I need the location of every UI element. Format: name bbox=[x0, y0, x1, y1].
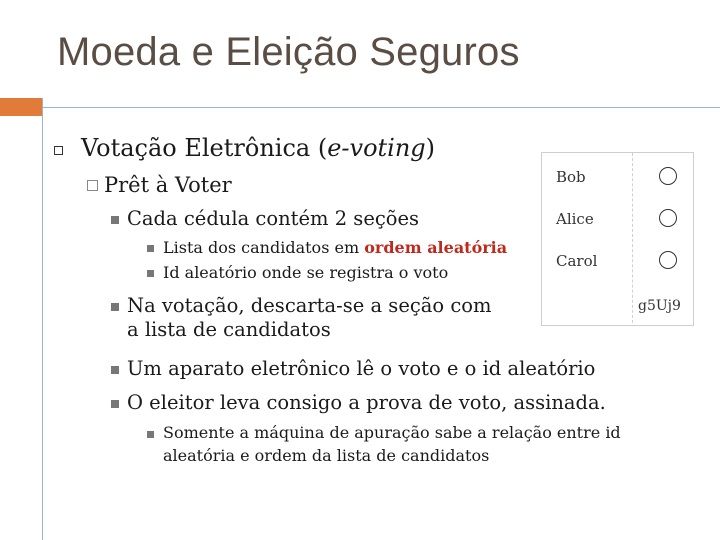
square-bullet-icon bbox=[87, 180, 98, 191]
ballot-candidate-2: Alice bbox=[556, 210, 594, 228]
vertical-rule bbox=[42, 98, 43, 540]
level1-text: Votação Eletrônica ( bbox=[81, 134, 328, 162]
ballot-random-id: g5Uj9 bbox=[638, 298, 681, 314]
square-bullet-icon bbox=[54, 146, 63, 155]
bullet-level4-somente-line1: Somente a máquina de apuração sabe a relação entre id bbox=[163, 423, 621, 442]
bullet-level4-somente-line2: aleatória e ordem da lista de candidatos bbox=[163, 446, 490, 465]
bullet-level4-lista bbox=[163, 238, 507, 257]
ballot-candidate-1: Bob bbox=[556, 168, 586, 186]
filled-bullet-icon bbox=[147, 245, 154, 252]
slide-title: Moeda e Eleição Seguros bbox=[57, 30, 520, 74]
bullet-level3-aparato: Um aparato eletrônico lê o voto e o id aleatório bbox=[127, 357, 596, 380]
filled-bullet-icon bbox=[111, 366, 119, 374]
bullet-level4-id: Id aleatório onde se registra o voto bbox=[163, 263, 449, 282]
bullet-level2: Prêt à Voter bbox=[104, 173, 232, 197]
bullet-level1 bbox=[81, 134, 435, 162]
filled-bullet-icon bbox=[111, 216, 119, 224]
bullet-level3-eleitor: O eleitor leva consigo a prova de voto, assinada. bbox=[127, 391, 606, 414]
level4a-highlight: ordem aleatória bbox=[364, 238, 508, 257]
level4a-text: Lista dos candidatos em bbox=[163, 238, 365, 257]
vote-circle-icon bbox=[659, 209, 677, 227]
ballot-perforation bbox=[632, 153, 634, 323]
filled-bullet-icon bbox=[111, 303, 119, 311]
bullet-level3-cedula: Cada cédula contém 2 seções bbox=[127, 207, 420, 230]
filled-bullet-icon bbox=[147, 431, 154, 438]
horizontal-rule bbox=[42, 107, 720, 108]
bullet-level3-votacao-line1: Na votação, descarta-se a seção com bbox=[127, 294, 492, 317]
level1-italic: e-voting bbox=[327, 134, 426, 162]
filled-bullet-icon bbox=[147, 270, 154, 277]
level1-end: ) bbox=[425, 134, 436, 162]
ballot-image bbox=[541, 152, 694, 326]
accent-bar bbox=[0, 98, 42, 116]
vote-circle-icon bbox=[659, 167, 677, 185]
ballot-candidate-3: Carol bbox=[556, 252, 598, 270]
bullet-level3-votacao-line2: a lista de candidatos bbox=[127, 318, 331, 341]
filled-bullet-icon bbox=[111, 400, 119, 408]
vote-circle-icon bbox=[659, 251, 677, 269]
